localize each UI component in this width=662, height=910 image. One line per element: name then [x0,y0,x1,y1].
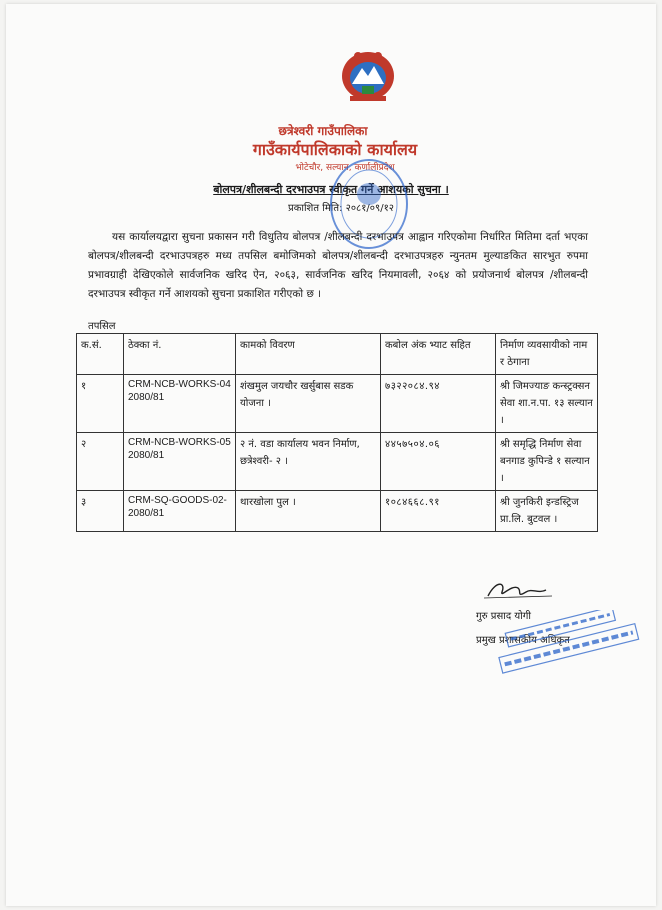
notice-title: बोलपत्र/शीलबन्दी दरभाउपत्र स्वीकृत गर्ने आशयको सुचना । [213,183,449,196]
header-sn: क.सं. [77,334,124,375]
cell-description: २ नं. वडा कार्यालय भवन निर्माण, छत्रेश्वरी- २ । [236,433,381,491]
notice-paragraph: यस कार्यालयद्वारा सुचना प्रकासन गरी विधुतिय बोलपत्र /शीलबन्दी दरभाउपत्र आह्वान गरिएकोमा निर्धारित मितिमा दर्ता भएका बोलपत्र/शीलबन्दी दरभाउपत्रहरु मध्य तपसिल बमोजिमको बोलपत्र/शीलबन्दी दरभाउपत्रहरु न्युनतम मुल्याङकित सारभुत रुपमा प्रभावग्राही देखिएकोले सार्वजनिक खरिद ऐन, २०६३, सार्वजनिक खरिद नियमावली, २०६४ को प्रयोजनार्थ बोलपत्र /शीलबन्दी दरभाउपत्र स्वीकृत गर्ने आशयको सुचना प्रकाशित गरीएको छ । [88,231,588,300]
blue-name-stamp [490,610,650,680]
cell-description: शंखमुल जयचौर खर्सुबास सडक योजना । [236,375,381,433]
cell-contract: CRM-SQ-GOODS-02-2080/81 [124,491,236,532]
cell-amount: ७३२२०८४.९४ [381,375,496,433]
table-row [77,433,598,491]
office-address: भोटेचौर, सल्यान, कर्णालीप्रदेश [295,163,395,173]
cell-description: थारखोला पुल । [236,491,381,532]
cell-contract: CRM-NCB-WORKS-05 2080/81 [124,433,236,491]
header-description: कामको विवरण [236,334,381,375]
published-date: प्रकाशित मिति: २०८१/०९/१२ [288,203,394,214]
cell-sn: १ [77,375,124,433]
table-header-row [77,334,598,375]
table-row [77,491,598,532]
cell-contractor: श्री जिमज्याङ कन्स्ट्रक्सन सेवा शा.न.पा. १३ सल्यान । [496,375,598,433]
contract-table [76,333,598,532]
header-contractor: निर्माण व्यवसायीको नाम र ठेगाना [496,334,598,375]
cell-contract: CRM-NCB-WORKS-04 2080/81 [124,375,236,433]
cell-contractor: श्री समृद्धि निर्माण सेवा बनगाड कुपिन्डे १ सल्यान । [496,433,598,491]
table-row [77,375,598,433]
handwritten-signature [482,578,562,602]
table-label: तपसिल [88,321,116,332]
municipality-name: छत्रेश्वरी गाउँपालिका [278,124,368,138]
signatory-title: प्रमुख प्रशासकीय अधिकृत [476,635,570,646]
document-page [6,4,656,906]
cell-sn: २ [77,433,124,491]
nepal-emblem-icon [336,46,400,104]
cell-contractor: श्री जुनकिरी इन्डस्ट्रिज प्रा.लि. बुटवल । [496,491,598,532]
header-contract: ठेक्का नं. [124,334,236,375]
cell-amount: १०८४६६८.९१ [381,491,496,532]
header-amount: कबोल अंक भ्याट सहित [381,334,496,375]
signatory-name: गुरु प्रसाद योगी [476,611,531,622]
office-name: गाउँकार्यपालिकाको कार्यालय [252,140,418,159]
cell-sn: ३ [77,491,124,532]
cell-amount: ४४५७५०४.०६ [381,433,496,491]
